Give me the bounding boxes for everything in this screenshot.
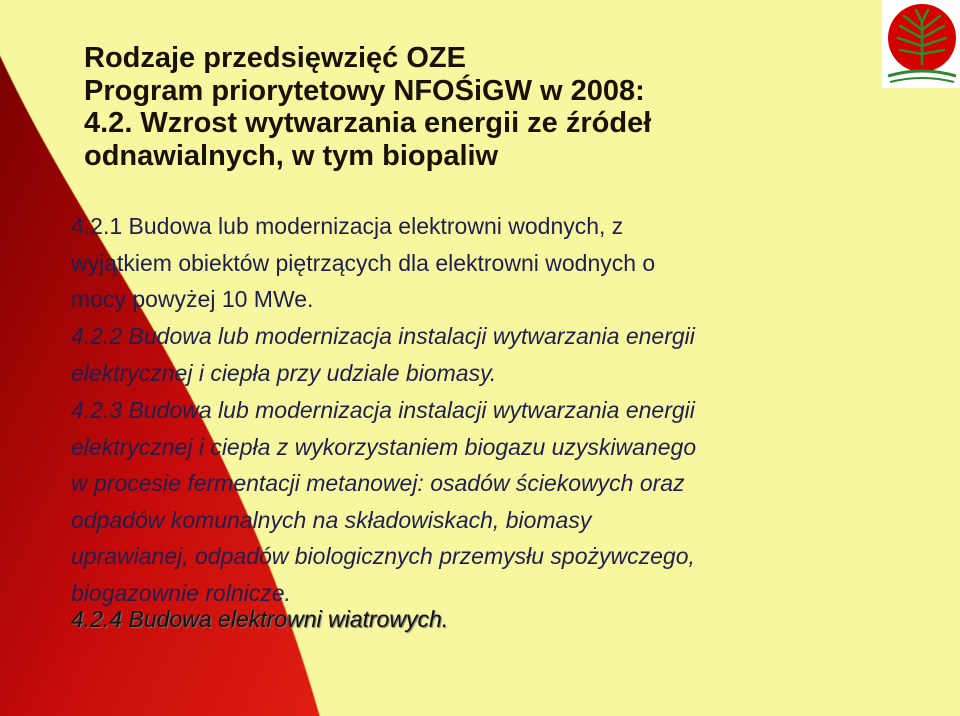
item-4-2-4 (71, 601, 941, 638)
item-line: 4.2.1 Budowa lub modernizacja elektrowni wodnych, z (71, 213, 624, 239)
nfosigw-logo-icon (882, 0, 960, 88)
item-line: elektrycznej i ciepła przy udziale biomasy. (71, 359, 497, 386)
item-line: elektrycznej i ciepła z wykorzystaniem biogazu uzyskiwanego (71, 433, 697, 460)
title-line-3: 4.2. Wzrost wytwarzania energii ze źródeł (84, 107, 652, 139)
item-line: mocy powyżej 10 MWe. (71, 286, 314, 312)
item-4-2-3 (71, 392, 941, 611)
item-line: 4.2.2 Budowa lub modernizacja instalacji wytwarzania energii (71, 323, 695, 349)
item-line: 4.2.4 Budowa elektrowni wiatrowych. (71, 606, 449, 632)
title-line-1: Rodzaje przedsięwzięć OZE (84, 42, 466, 74)
item-4-2-1 (71, 208, 941, 318)
item-line: uprawianej, odpadów biologicznych przemysłu spożywczego, (71, 543, 695, 569)
item-line: odpadów komunalnych na składowiskach, biomasy (71, 506, 592, 533)
item-4-2-2 (71, 318, 941, 391)
item-line: wyjątkiem obiektów piętrzących dla elektrowni wodnych o (71, 249, 656, 276)
title-line-4: odnawialnych, w tym biopaliw (84, 139, 499, 172)
title-line-2: Program priorytetowy NFOŚiGW w 2008: (84, 74, 645, 107)
slide-title (84, 42, 884, 172)
item-line: 4.2.3 Budowa lub modernizacja instalacji wytwarzania energii (71, 397, 695, 423)
item-line: w procesie fermentacji metanowej: osadów ściekowych oraz (71, 470, 685, 496)
item-line: biogazownie rolnicze. (71, 579, 291, 606)
